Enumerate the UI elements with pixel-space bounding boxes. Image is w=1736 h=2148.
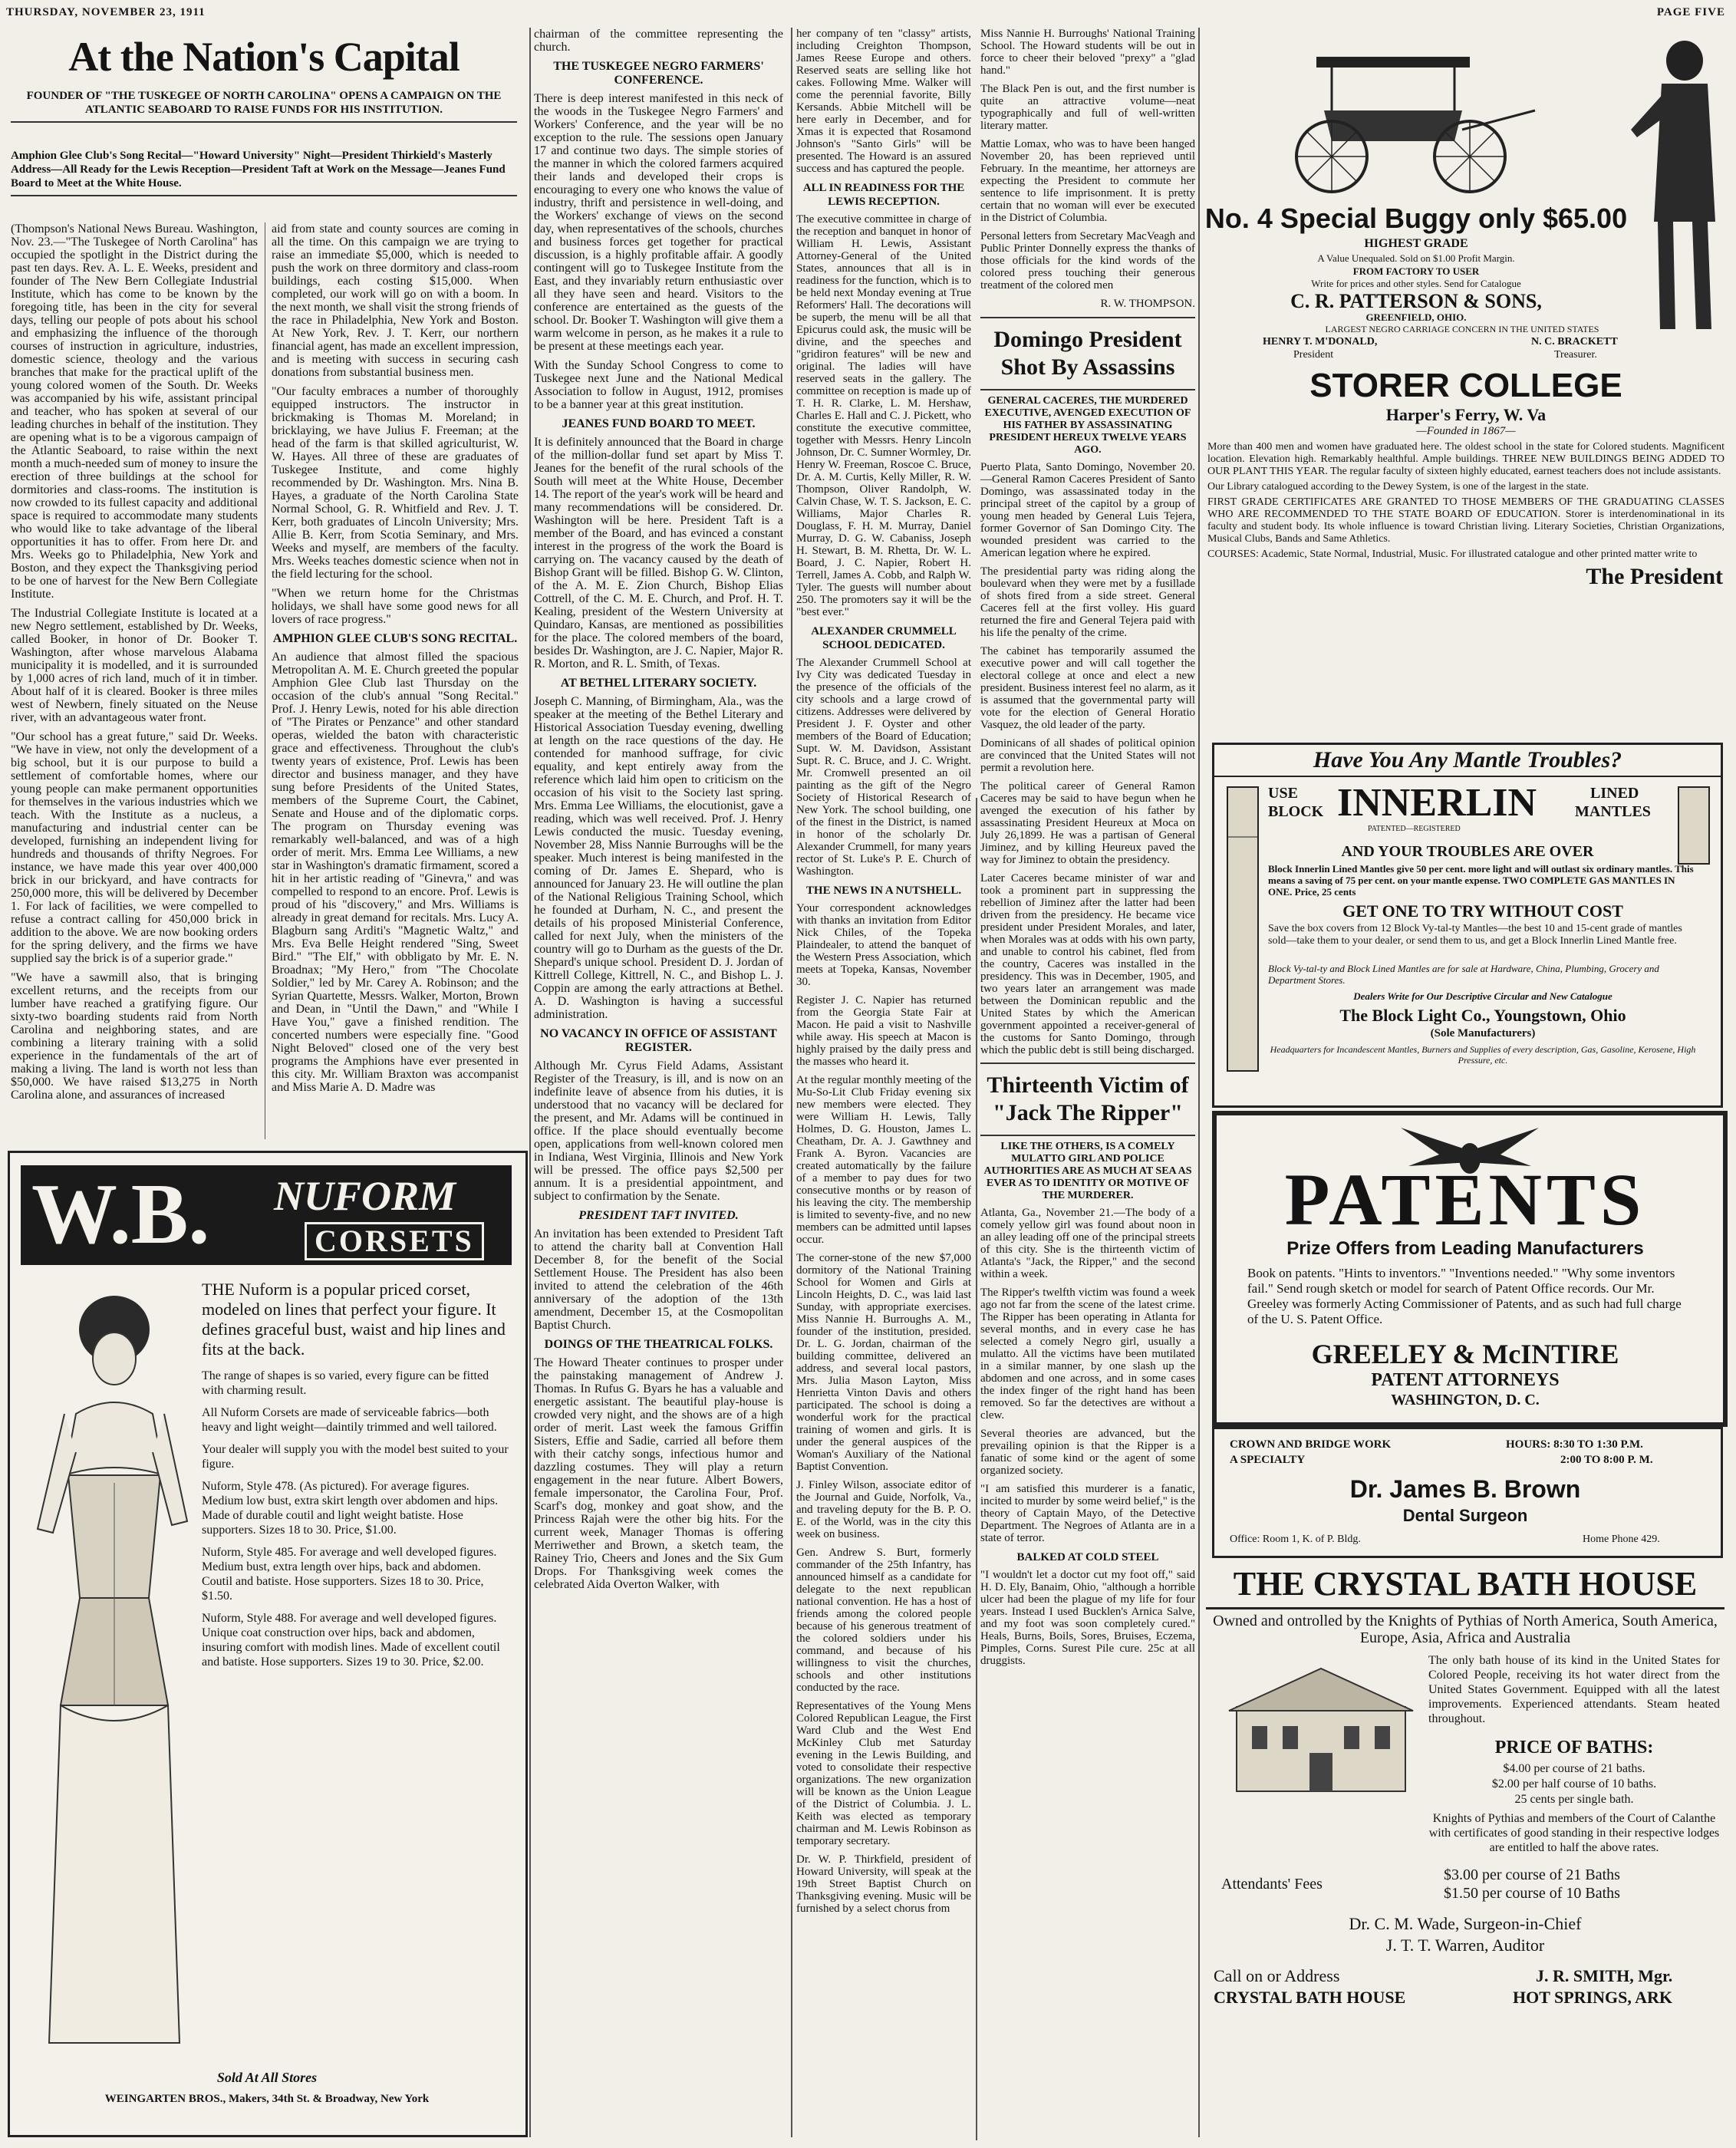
article-paragraph: The executive committee in charge of the reception and banquet in honor of William H. Lewis, Assistant Attorney-General of the United States, announces that all is in readiness for the function, which is to be held next Monday evening at True Reformers' Hall. The decorations will be superb, the menu will be all that Epicurus could ask, the music will be divine, and the speeches and "gridiron features" will be new and original. The ladies will have reserved seats in the gallery. The committee on reception is made up of T. H. R. Clarke, L. M. Hershaw, Charles E. Hall and C. J. Pickett, who constitute the executive committee, together with Messrs. Henry Lincoln Johnson, Dr. C. Sumner Wormley, Dr. Henry W. Freeman, Roscoe C. Bruce, Dr. A. M. Curtis, Kelly Miller, R. W. Thompson, Oliver Randolph, W. Calvin Chase, W. T. S. Jackson, E. C. Williams, Major Charles R. Douglass, F. H. M. Murray, Daniel Murray, D. G. W. Cabaniss, Joseph H. Stewart, B. M. Rhetta, Dr. W. L. Board, J. C. Napier, Robert H. Terrell, James A. Cobb, and Ralph W. Tyler. The guests will number about 250. The promoters say it will be the "best ever." xyxy=(796,213,971,618)
officer-name: HENRY T. M'DONALD, xyxy=(1263,336,1378,348)
nuform-sold: Sold At All Stores xyxy=(216,2070,318,2085)
man-pointing-illustration xyxy=(1631,38,1727,337)
buggy-illustration xyxy=(1247,41,1539,195)
article-paragraph: J. Finley Wilson, associate editor of the Journal and Guide, Norfolk, Va., and traveling deputy for the B. P. O. E. of the World, was in the city this week on business. xyxy=(796,1479,971,1540)
innerlin-company: The Block Light Co., Youngstown, Ohio xyxy=(1339,1006,1626,1025)
patents-body: Book on patents. "Hints to inventors." "Inventions needed." "Why some inventors fail." Send rough sketch or model for search of Patent Office records. Our Mr. Greeley was formerly Acting Commissioner of Patents, and as such had full charge of the U. S. Patent Office. xyxy=(1247,1266,1682,1326)
brand-corsets: CORSETS xyxy=(305,1222,484,1260)
storer-text: Our Library catalogued according to the Dewey System, is one of the largest in the state. xyxy=(1207,481,1589,493)
dentist-ad xyxy=(1212,1427,1723,1558)
article-paragraph: Several theories are advanced, but the prevailing opinion is that the Ripper is a fanatic of some kind or the agent of some organized society. xyxy=(980,1428,1195,1477)
brand-wb: W.B. xyxy=(31,1167,210,1262)
column-5 xyxy=(980,28,1195,2137)
deck-founder: FOUNDER OF "THE TUSKEGEE OF NORTH CAROLINA" OPENS A CAMPAIGN ON THE ATLANTIC SEABOARD TO RAISE FUNDS FOR HIS INSTITUTION. xyxy=(26,90,502,116)
nuform-banner xyxy=(21,1165,512,1265)
storer-place: Harper's Ferry, W. Va xyxy=(1385,405,1547,424)
article-paragraph: Personal letters from Secretary MacVeagh and Public Printer Donnelly express the thanks of those officials for the kind words of the colored press touching their generous treatment of the colored men xyxy=(980,230,1195,292)
crystal-price-heading: PRICE OF BATHS: xyxy=(1494,1738,1654,1758)
innerlin-text: Dealers Write for Our Descriptive Circular and New Catalogue xyxy=(1353,990,1612,1002)
divider xyxy=(980,1135,1195,1136)
subhead-theatrical: DOINGS OF THE THEATRICAL FOLKS. xyxy=(544,1338,773,1351)
page-number: PAGE FIVE xyxy=(1656,6,1725,18)
article-paragraph: "Our faculty embraces a number of thoroughly equipped instructors. The instructor in brickmaking is Thomas M. Moreland; in bricklaying, we have Julius F. Freeman; at the head of the farm is that skilled agriculturist, W. W. Hayes. All three of these are graduates of Tuskegee Institute, and come highly recommended by Dr. Washington. Mrs. Nina B. Hayes, a graduate of the North Carolina State Normal School, G. R. Whitfield and Rev. J. T. Kerr, both graduates of Lincoln University; Mrs. Allie B. Kerr, from Scotia Seminary, and Mrs. Weeks and myself, are members of the faculty. Mrs. Weeks teaches domestic science when not in the field lecturing for the school. xyxy=(272,385,519,581)
deck-amphion: Amphion Glee Club's Song Recital—"Howard University" Night—President Thirkield's Masterly Address—All Ready for the Lewis Reception—President Taft at Work on the Message—Jeanes Fund Board to Meet at the White House. xyxy=(11,150,506,189)
column-rule xyxy=(976,798,977,2140)
subhead-cold-steel: BALKED AT COLD STEEL xyxy=(1016,1551,1159,1563)
crystal-fee: $3.00 per course of 21 Baths xyxy=(1444,1866,1620,1883)
nuform-text: The range of shapes is so varied, every figure can be fitted with charming result. xyxy=(202,1369,489,1397)
article-paragraph: The corner-stone of the new $7,000 dormitory of the National Training School for Women and Girls at Lincoln Heights, D. C., was laid last Sunday, with appropriate exercises. Miss Nannie H. Burroughs A. M., founder of the institution, presided. Dr. L. G. Jordan, chairman of the building committee, delivered an address, and several local pastors, Mrs. Julia Mason Layton, Miss Henrietta Vinton Davis and others participated. The school is doing a wonderful work for the practical training of women and girls. It is under the general auspices of the Woman's Auxiliary of the National Baptist Convention. xyxy=(796,1252,971,1473)
dentist-office: Office: Room 1, K. of P. Bldg. xyxy=(1230,1534,1361,1545)
article-paragraph: The political career of General Ramon Caceres may be said to have begun when he avenged the execution of his father by assassinating President Heureux at Moca on July 26,1899. He was a partisan of General Jiminez, and by killing Heureux paved the way for Jiminez to obtain the presidency. xyxy=(980,780,1195,866)
crystal-price: $2.00 per half course of 10 baths. xyxy=(1491,1777,1657,1791)
subhead-bethel: AT BETHEL LITERARY SOCIETY. xyxy=(560,677,757,690)
crystal-title: THE CRYSTAL BATH HOUSE xyxy=(1206,1561,1724,1609)
column-rule xyxy=(791,28,792,2137)
innerlin-text: Block Innerlin Lined Mantles give 50 per cent. more light and will outlast six ordinary mantles. This means a saving of 75 per cent. on your mantle expense. TWO COMPLETE GAS MANTLES IN ONE. Price, 25 cents xyxy=(1268,863,1694,898)
crystal-owned: Owned and ontrolled by the Knights of Pythias of North America, South America, Europe, Asia, Africa and Australia xyxy=(1213,1613,1718,1646)
dentist-phone: Home Phone 429. xyxy=(1583,1534,1660,1545)
subhead-nutshell: THE NEWS IN A NUTSHELL. xyxy=(805,885,962,897)
storer-sig: The President xyxy=(1586,564,1723,589)
nuform-style-488: Nuform, Style 488. For average and well developed figures. Unique coat construction over hips, back and abdomen, insuring comfort with modish lines. Made of excellent coutil and batiste. Hose supporters. Sizes 19 to 30. Price, $2.00. xyxy=(202,1612,500,1669)
subhead-lewis: ALL IN READINESS FOR THE LEWIS RECEPTION. xyxy=(802,182,965,208)
column-1-body xyxy=(11,222,258,1143)
column-rule xyxy=(1198,28,1200,2137)
crystal-bath-ad xyxy=(1206,1561,1724,2140)
crystal-text: Knights of Pythias and members of the Court of Calanthe with certificates of good standing in their respective lodges are entitled to half the above rates. xyxy=(1428,1812,1720,1854)
buggy-line: Write for prices and other styles. Send for Catalogue xyxy=(1311,278,1521,289)
article-paragraph: Register J. C. Napier has returned from the Georgia State Fair at Macon. He paid a visit to Nashville while away. His speech at Macon is highly praised by the daily press and the masses who heard it. xyxy=(796,994,971,1068)
innerlin-patented: PATENTED—REGISTERED xyxy=(1368,825,1461,833)
officer-title: Treasurer. xyxy=(1554,349,1597,361)
deck-domingo: GENERAL CACERES, THE MURDERED EXECUTIVE, AVENGED EXECUTION OF HIS FATHER BY ASSASSINATING PRESIDENT HEREUX TWELVE YEARS AGO. xyxy=(984,395,1191,456)
innerlin-use: USE xyxy=(1268,785,1298,802)
innerlin-lined: LINED xyxy=(1590,785,1639,802)
crystal-manager: J. R. SMITH, Mgr. xyxy=(1536,1966,1673,1985)
innerlin-mantles: MANTLES xyxy=(1575,803,1651,820)
patents-title: PATENTS xyxy=(1284,1158,1646,1240)
article-paragraph: Although Mr. Cyrus Field Adams, Assistant Register of the Treasury, is ill, and is now on an indefinite leave of absence from his duties, it is understood that no vacancy will be declared for the present, and Mr. Adams will be continued in office. If the place should eventually become open, applications from well-known colored men in Indiana, West Virginia, Illinois and New York will be pressed. The office pays $2,500 per annum. It is a presidential appointment, and subject to confirmation by the Senate. xyxy=(534,1059,783,1203)
column-rule xyxy=(529,28,531,2137)
article-paragraph: There is deep interest manifested in this neck of the woods in the Tuskegee Negro Farmers' and Workers' Conference, and the year will be no exception to the rule. The sessions open January 17 and continue two days. The simple stories of the manner in which the colored farmers acquired their lands and developed their crops is encouraging to every one who knows the value of industry, thrift and persistence in well-doing, and the Workers' exchange of views on the second day, when representatives of the schools, churches and business forces get together for practical discussion, is a highly profitable affair. A goodly contingent will go to Tuskegee Institute from the East, and they invariably return enthusiastic over all they have seen and heard. Visitors to the conference are entertained as the guests of the school. Dr. Booker T. Washington will give them a warm welcome in person, as he makes it a rule to be present at these meetings each year. xyxy=(534,92,783,353)
dentist-name: Dr. James B. Brown xyxy=(1349,1475,1581,1503)
dentist-hours: HOURS: 8:30 TO 1:30 P.M. xyxy=(1506,1438,1643,1451)
article-paragraph: Atlanta, Ga., November 21.—The body of a comely yellow girl was found about noon in an alley leading off one of the principal streets of this city. She is the thirteenth victim of Atlanta's "Jack, the Ripper," and the second within a week. xyxy=(980,1207,1195,1280)
article-paragraph: An invitation has been extended to President Taft to attend the charity ball at Convention Hall December 8, for the benefit of the Social Settlement House. The President has also been invited to attend the celebration of the 46th anniversary of the adoption of the 13th amendment, December 15, at the Cosmopolitan Baptist Church. xyxy=(534,1227,783,1332)
deck-ripper: LIKE THE OTHERS, IS A COMELY MULATTO GIRL AND POLICE AUTHORITIES ARE AS MUCH AT SEA AS EVER AS TO IDENTITY OR MOTIVE OF THE MURDERER. xyxy=(983,1141,1192,1201)
nuform-style-485: Nuform, Style 485. For average and well developed figures. Medium bust, extra length over hips, back and abdomen. Coutil and batiste. Hose supporters. Sizes 18 to 30. Price, $1.50. xyxy=(202,1546,497,1603)
nuform-maker: WEINGARTEN BROS., Makers, 34th St. & Broadway, New York xyxy=(104,2093,430,2105)
innerlin-sole: (Sole Manufacturers) xyxy=(1430,1027,1536,1039)
article-paragraph: The Howard Theater continues to prosper under the painstaking management of Andrew J. Thomas. In Rufus G. Byars he has a valuable and energetic assistant. The beautiful play-house is crowded very night, and the shows are of a high order of merit. Last week the famous Griffin Sisters, Effie and Sadie, carried all before them with their catchy songs, infectious humor and dazzling costumes. They will play a return engagement in the near future. Albert Bowers, female impersonator, the Carolina Four, Prof. Scarf's dog, monkey and goat show, and the Princess Rajah were the other big hits. For the current week, Manager Thomas is offering Merriwether and Brown, a sketch team, the Rainey Trio, Cheers and Jones and the Six Gum Drops. For Thanksgiving week comes the celebrated Aida Overton Walker, with xyxy=(534,1356,783,1591)
crystal-city: HOT SPRINGS, ARK xyxy=(1513,1988,1673,2007)
article-paragraph: The presidential party was riding along the boulevard when they were met by a fusillade of shots fired from a side street. General Caceres fell at the first volley. His guard returned the fire and General Tejera paid with his life the penalty of the crime. xyxy=(980,565,1195,639)
dentist-specialty: CROWN AND BRIDGE WORK xyxy=(1230,1438,1392,1451)
officer-title: President xyxy=(1293,349,1334,361)
buggy-grade: HIGHEST GRADE xyxy=(1364,237,1468,250)
innerlin-over: AND YOUR TROUBLES ARE OVER xyxy=(1341,843,1594,860)
subhead-taft: PRESIDENT TAFT INVITED. xyxy=(578,1209,739,1222)
crystal-call: Call on or Address xyxy=(1214,1966,1340,1985)
column-3 xyxy=(534,28,783,2137)
patents-sub: Prize Offers from Leading Manufacturers xyxy=(1286,1238,1644,1259)
article-paragraph: chairman of the committee representing the church. xyxy=(534,28,783,54)
article-paragraph: Mattie Lomax, who was to have been hanged November 20, has been reprieved until February. In the meantime, her attorneys are expecting the President to commute her sentence to life imprisonment. It is pretty certain that no woman will ever be executed in the District of Columbia. xyxy=(980,138,1195,224)
article-paragraph: Representatives of the Young Mens Colored Republican League, the First Ward Club and the West End McKinley Club met Saturday evening in the Lewis Building, and voted to consolidate their respective organizations. The new organization will be known as the Union League of the District of Columbia. J. L. Keith was elected as temporary chairman and M. Lewis Robinson as temporary secretary. xyxy=(796,1700,971,1847)
officer-name: N. C. BRACKETT xyxy=(1531,336,1618,348)
article-paragraph: her company of ten "classy" artists, including Creighton Thompson, James Reese Europe and others. Reserved seats are selling like hot cakes. Following Mme. Walker will come the perennial favorite, Billy Kersands. Abbie Mitchell will be here early in December, and for Xmas it is expected that Rosamond Johnson's "Santo Girls" will be presented. The Howard is an assured success and has captured the people. xyxy=(796,28,971,175)
subhead-crummell: ALEXANDER CRUMMELL SCHOOL DEDICATED. xyxy=(811,625,957,651)
subhead-amphion: AMPHION GLEE CLUB'S SONG RECITAL. xyxy=(272,632,518,645)
storer-college-ad xyxy=(1201,367,1731,735)
article-paragraph: Gen. Andrew S. Burt, formerly commander of the 25th Infantry, has announced himself as a candidate for delegate to the next republican national convention. He has a host of friends among the colored people because of his generous treatment of the colored soldiers under his command, and because of his willingness to visit the churches, schools and other institutions conducted by the race. xyxy=(796,1547,971,1694)
crystal-fee: $1.50 per course of 10 Baths xyxy=(1444,1885,1620,1902)
buggy-line: FROM FACTORY TO USER xyxy=(1352,265,1480,277)
dentist-specialty: A SPECIALTY xyxy=(1230,1454,1306,1466)
article-paragraph: The Industrial Collegiate Institute is located at a new Negro settlement, established by Dr. Weeks, called Booker, in honor of Dr. Booker T. Washington, after whose marvelous Alabama municipality it is modelled, and it is surrounded by 1,000 acres of rich land, much of it in timber. About half of it is cleared. Booker is three miles west of Newbern, finely situated on the Neuse river, with an advantageous water front. xyxy=(11,607,258,724)
innerlin-text: Block Vy-tal-ty and Block Lined Mantles are for sale at Hardware, China, Plumbing, Grocery and Department Stores. xyxy=(1268,963,1659,986)
column-2-body xyxy=(272,222,519,1143)
innerlin-try: GET ONE TO TRY WITHOUT COST xyxy=(1342,901,1623,921)
divider xyxy=(980,1062,1195,1064)
crystal-surgeon: Dr. C. M. Wade, Surgeon-in-Chief xyxy=(1349,1914,1582,1933)
buggy-largest: LARGEST NEGRO CARRIAGE CONCERN IN THE UNITED STATES xyxy=(1325,324,1599,334)
article-paragraph: The Black Pen is out, and the first number is quite an attractive volume—neat typographically and full of well-written literary matter. xyxy=(980,83,1195,132)
headline-domingo: Domingo President Shot By Assassins xyxy=(993,327,1182,380)
nuform-copy xyxy=(202,1280,509,1677)
innerlin-text: Save the box covers from 12 Block Vy-tal-ty Mantles—the best 10 and 15-cent grade of mantles sold—take them to your dealer, or send them to us, and get a Block Innerlin Lined Mantle free. xyxy=(1268,923,1682,947)
nuform-lead: THE Nuform is a popular priced corset, modeled on lines that perfect your figure. It defines graceful bust, waist and hip lines and fits at the back. xyxy=(202,1280,506,1359)
article-paragraph: The Alexander Crummell School at Ivy City was dedicated Tuesday in the presence of the officials of the city schools and a large crowd of citizens. Addresses were delivered by President J. F. Oyster and other members of the Board of Education; Supt. W. M. Davidson, Assistant Supt. R. C. Bruce, and J. C. Wright. Mr. Cromwell presented an oil painting as the gift of the Negro Society of Historical Research of New York. The school building, one of the finest in the District, is named in honor of the scholarly Dr. Alexander Crummell, for many years rector of St. Luke's P. E. Church of Washington. xyxy=(796,657,971,878)
article-paragraph: It is definitely announced that the Board in charge of the million-dollar fund set apart by Miss T. Jeanes for the benefit of the rural schools of the South will meet at the White House, December 14. The report of the year's work will be heard and many recommendations will be considered. Dr. Washington will be here. President Taft is a member of the Board, and has evinced a constant interest in the progress of the work the Board is carrying on. The vacancy caused by the death of Bishop Grant will be filled. Bishop G. W. Clinton, of the A. M. E. Zion Church, Bishop Elias Cottrell, of the C. M. E. Church, and Prof. H. T. Kealing, president of the Western University at Quindaro, Kansas, are mentioned as possibilities for the place. The colored members of the board, besides Dr. Washington, are J. C. Napier, Major R. R. Morton, and R. L. Smith, of Texas. xyxy=(534,436,783,670)
article-paragraph: The Ripper's twelfth victim was found a week ago not far from the scene of the latest crime. The Ripper has been operating in Atlanta for several months, and in every case he has selected a comely Negro girl, usually a mulatto. All the victims have been mutilated in a similar manner, by one slash up the abdomen and one across, and in some cases the index finger of the right hand has been removed. So far the detectives are without a clew. xyxy=(980,1286,1195,1422)
nuform-corset-ad xyxy=(8,1151,528,2137)
article-paragraph: Joseph C. Manning, of Birmingham, Ala., was the speaker at the meeting of the Bethel Literary and Historical Association Tuesday evening, dwelling at length on the race questions of the day. He contended for manhood suffrage, for civic equality, and kept entirely away from the reference which laid him open to criticism on the occasion of his visit to the Society last spring. Mrs. Emma Lee Williams, the elocutionist, gave a reading, which was well received. Prof. J. Henry Lewis conducted the music. Tuesday evening, November 28, Miss Nannie Burroughs will be the speaker. Much interest is being manifested in the coming of Dr. James E. Shepard, who is announced for January 23. He will outline the plan of the National Religious Training School, which he founded at Durham, N. C., and present the details of his proposed Ministerial Conference, called for next July, when the ministers of the country will go to Durham as the guests of the Dr. Shepard's unique school. President D. J. Jordan of Kittrell College, Kittrell, N. C., and Bishop L. J. Coppin are among the early attractions at Bethel. A. D. Washington is having a successful administration. xyxy=(534,695,783,1021)
buggy-city: GREENFIELD, OHIO. xyxy=(1365,311,1467,323)
innerlin-question: Have You Any Mantle Troubles? xyxy=(1214,745,1721,777)
storer-title: STORER COLLEGE xyxy=(1309,367,1622,404)
mantle-illustration xyxy=(1675,783,1713,868)
crystal-name: CRYSTAL BATH HOUSE xyxy=(1214,1988,1406,2007)
nuform-text: Your dealer will supply you with the model best suited to your figure. xyxy=(202,1443,509,1471)
innerlin-block: BLOCK xyxy=(1268,803,1324,820)
innerlin-brand xyxy=(1268,782,1667,843)
buggy-company: C. R. PATTERSON & SONS, xyxy=(1290,290,1542,312)
article-paragraph: "I am satisfied this murderer is a fanatic, incited to murder by some weird belief," is the theory of Captain Mayo, of the Detective Department. The Negroes of Atlanta are in a state of terror. xyxy=(980,1483,1195,1544)
crystal-fees-label: Attendants' Fees xyxy=(1221,1876,1323,1893)
article-paragraph: An audience that almost filled the spacious Metropolitan A. M. E. Church greeted the popular Amphion Glee Club last Thursday on the occasion of the club's annual "Song Recital." Prof. J. Henry Lewis, noted for his able direction of "The Pirates or Penzance" and other standard operas, wielded the baton with characteristic grace and effectiveness. Throughout the club's twenty years of existence, Prof. Lewis has been director and business manager, and they have sung before Presidents of the United States, members of the Supreme Court, the Cabinet, Senate and House and of the diplomatic corps. The program on Thursday evening was remarkably well-balanced, and was of a high order of merit. Mrs. Emma Lee Williams, a new star in Washington's dramatic firmament, scored a hit in her artistic reading of "Ginevra," and was compelled to respond to an encore. Prof. Lewis is proud of his "discovery," and Mrs. Williams is already in great demand for recitals. Mrs. Lucy A. Blagburn sang Arditi's "Magnetic Waltz," and Mrs. Eva Belle Height rendered "Sing, Sweet Bird." "The Elf," with obbligato by Mr. E. N. Broadnax; "My Hero," from "The Chocolate Soldier," led by Mr. Carey A. Robinson; and the Syrian Quartette, Messrs. Walker, Morton, Brown and Dean, in "Until the Dawn," and "While I Have You," gave a finished rendition. The concerted numbers were especially fine. "Good Night Beloved" closed one of the very best programs the Amphions have ever presented in this city. Mr. William Braxton was accompanist and Miss Marie A. D. Madre was xyxy=(272,651,519,1094)
article-paragraph: "We have a sawmill also, that is bringing excellent returns, and the receipts from our lumber have reached a gratifying figure. Our sixty-two boarding students raid from North Carolina and neighboring states, and are combining a literary training with a solid experience in the fundamentals of the art of making a living. The land is worth not less than $50,000. We have raised $13,275 in North Carolina alone, and assurances of increased xyxy=(11,971,258,1102)
headline-ripper: Thirteenth Victim of "Jack The Ripper" xyxy=(987,1072,1189,1125)
issue-date: THURSDAY, NOVEMBER 23, 1911 xyxy=(6,6,206,18)
article-paragraph: Miss Nannie H. Burroughs' National Training School. The Howard students will be out in force to cheer their beloved "prexy" a "glad hand." xyxy=(980,28,1195,77)
article-paragraph: Your correspondent acknowledges with thanks an invitation from Editor Nick Chiles, of the Topeka Plaindealer, to attend the banquet of the Western Press Association, which meets at Topeka, Kansas, November 30. xyxy=(796,902,971,988)
patents-role: PATENT ATTORNEYS xyxy=(1371,1370,1560,1390)
article-paragraph: "I wouldn't let a doctor cut my foot off," said H. D. Ely, Banaim, Ohio, "although a horrible ulcer had been the plague of my life for four years. Instead I used Bucklen's Arnica Salve, and my foot was soon completely cured." Heals, Burns, Boils, Sores, Bruises, Eczema, Pimples, Corns. Surest Pile cure. 25c at all druggists. xyxy=(980,1569,1195,1667)
buggy-line: A Value Unequaled. Sold on $1.00 Profit Margin. xyxy=(1317,252,1515,264)
article-paragraph: The cabinet has temporarily assumed the executive power and will call together the electoral college at once and elect a new president. Business interest feel no alarm, as it is assumed that the governmental party will vote for the election of General Horatio Vasquez, the old leader of the party. xyxy=(980,645,1195,731)
storer-text: FIRST GRADE CERTIFICATES ARE GRANTED TO THOSE MEMBERS OF THE GRADUATING CLASSES WHO ARE RECOMMENDED TO THE STATE BOARD OF EDUCATION. Storer is interdenominational in its faculty and student body. Its whole influence is toward Christian living. Literary Societies, Christian Organizations, Musical Clubs, Bands and Same Athletics. xyxy=(1207,496,1724,545)
innerlin-mantle-ad xyxy=(1212,743,1723,1108)
divider xyxy=(980,317,1195,318)
patents-firm: GREELEY & McINTIRE xyxy=(1311,1339,1619,1369)
article-paragraph: "When we return home for the Christmas holidays, we shall have some good news for all lovers of race progress." xyxy=(272,587,519,626)
nuform-style-478: Nuform, Style 478. (As pictured). For average figures. Medium low bust, extra skirt length over abdomen and hips. Made of durable coutil and light weight batiste. Hose supporters. Sizes 18 to 30. Price, $1.00. xyxy=(202,1480,499,1537)
buggy-title: No. 4 Special Buggy only $65.00 xyxy=(1204,203,1628,234)
byline: R. W. THOMPSON. xyxy=(1100,298,1195,310)
article-paragraph: Puerto Plata, Santo Domingo, November 20.—General Ramon Caceres President of Santo Domingo, was assassinated today in the principal street of the capitol by a group of young men headed by General Luis Tejera, former Governor of San Domingo City. The wounded president was carried to the American legation where he expired. xyxy=(980,461,1195,559)
article-paragraph: "Our school has a great future," said Dr. Weeks. "We have in view, not only the development of a big school, but it is our purpose to build a settlement of comfortable homes, where our young people can make permanent opportunities for themselves in the various industries which we teach. With the Institute as a nucleus, a manufacturing and industrial center can be developed, furnishing an independent living for hundreds and thousands of thrifty Negroes. For instance, we have made this year over 400,000 brick in our brickyard, and have contracts for 250,000 more, this will be delivered by December 1. For lack of facilities, we were compelled to refuse a contract calling for 450,000 brick in addition to the above. We are now booking orders for the spring delivery, and the firms we have supplied say the brick is of a superior grade." xyxy=(11,730,258,965)
crystal-price: 25 cents per single bath. xyxy=(1514,1793,1634,1806)
patterson-buggy-ad xyxy=(1201,34,1731,337)
crystal-text: The only bath house of its kind in the United States for Colored People, receiving its hot water direct from the United States Government. Equipped with all the latest improvements. Experienced attendants. Steam heated throughout. xyxy=(1428,1654,1720,1725)
article-paragraph: Dr. W. P. Thirkfield, president of Howard University, will speak at the 19th Street Baptist Church on Thanksgiving evening. Music will be furnished by a select chorus from xyxy=(796,1853,971,1915)
storer-text: COURSES: Academic, State Normal, Industrial, Music. For illustrated catalogue and other printed matter write to xyxy=(1207,549,1698,560)
page-header xyxy=(0,3,1736,23)
article-paragraph: With the Sunday School Congress to come to Tuskegee next June and the National Medical Association to follow in August, 1912, promises to be a banner year at this great institution. xyxy=(534,359,783,411)
bathhouse-illustration xyxy=(1221,1653,1421,1807)
innerlin-name: INNERLIN xyxy=(1337,781,1537,825)
crystal-auditor: J. T. T. Warren, Auditor xyxy=(1385,1936,1545,1955)
article-paragraph: (Thompson's National News Bureau. Washington, Nov. 23.—"The Tuskegee of North Carolina" has occupied the spotlight in the District during the past ten days. Rev. A. L. E. Weeks, president and founder of The New Bern Collegiate Industrial Institute, which has come to be known by the foregoing title, has been in the city for several days, telling our people of pots about his school and emphasizing the influence of the thorough courses of instruction in agriculture, industries, domestic science, theology and the various branches that make for the practical uplift of the young colored women of the South. Dr. Weeks was accompanied by his wife, assistant principal and teacher, who has spoken at several of our leading churches in behalf of the institution. They are opening what is to be a vigorous campaign of the Atlantic Seaboard, to raise within the next month a much-needed sum of money to insure the erection of three buildings at the school for dormitories and class-rooms. The institution is now crowded to its fullest capacity and additional space is required to accommodate many students who would like to take advantage of the liberal opportunities it has to offer. From here Dr. and Mrs. Weeks go to Philadelphia, New York and Boston, and they expect the Thanksgiving period to be one of harvest for the New Bern Collegiate Institute. xyxy=(11,222,258,601)
deck-area xyxy=(11,84,517,146)
subhead-jeanes: JEANES FUND BOARD TO MEET. xyxy=(562,417,756,430)
crystal-price: $4.00 per course of 21 baths. xyxy=(1503,1762,1645,1775)
subhead-no-vacancy: NO VACANCY IN OFFICE OF ASSISTANT REGISTER. xyxy=(540,1027,777,1054)
deck-area-2 xyxy=(11,144,517,217)
divider xyxy=(980,389,1195,390)
column-4-body xyxy=(796,28,971,2137)
brand-nuform: NUFORM xyxy=(274,1173,456,1219)
headline-nations-capital: At the Nation's Capital xyxy=(68,34,460,80)
corset-woman-illustration xyxy=(22,1276,199,2058)
buggy-officers xyxy=(1201,336,1731,367)
storer-text: More than 400 men and women have graduated here. The oldest school in the state for Colored students. Magnificent location. Elevation high. Remarkably healthful. Ample buildings. THREE NEW BUILDINGS BEING ADDED TO OUR PLANT THIS YEAR. The regular faculty of sixteen highly educated, earnest teachers does not include assistants. xyxy=(1207,441,1724,477)
divider xyxy=(11,121,517,123)
article-paragraph: At the regular monthly meeting of the Mu-So-Lit Club Friday evening six new members were elected. They were William H. Lewis, Tally Holmes, D. G. Houston, James L. Cheatham, Dr. A. J. Gawthney and Frank A. Byron. Vacancies are created automatically by the failure of a member to pay dues for two consecutive months or by reason of his leaving the city. The membership is limited to seventy-five, and no new members can be admitted until lapses occur. xyxy=(796,1074,971,1246)
nuform-text: All Nuform Corsets are made of serviceable fabrics—both heavy and light weight—daintily trimmed and well tailored. xyxy=(202,1406,497,1434)
divider xyxy=(11,195,517,196)
dentist-title: Dental Surgeon xyxy=(1402,1506,1528,1525)
subhead-farmers: THE TUSKEGEE NEGRO FARMERS' CONFERENCE. xyxy=(553,60,764,87)
mantle-box-illustration xyxy=(1224,783,1262,1075)
patents-city: WASHINGTON, D. C. xyxy=(1391,1392,1540,1408)
patents-ad xyxy=(1212,1111,1728,1427)
innerlin-hq: Headquarters for Incandescent Mantles, Burners and Supplies of every description, Gas, Gasoline, Kerosene, High Pressure, etc. xyxy=(1270,1044,1696,1066)
article-paragraph: aid from state and county sources are coming in all the time. On this campaign we are trying to raise an immediate $5,000, which is needed to push the work on three dormitory and class-room buildings, each costing $15,000. When completed, our work will go on with a boom. In the next month, we shall visit the strong friends of the race in Philadelphia, New York and Boston. At New York, Rev. J. T. Kerr, our northern financial agent, has made an excellent impression, and is meeting with success in securing cash donations from substantial business men. xyxy=(272,222,519,379)
dentist-hours: 2:00 TO 8:00 P. M. xyxy=(1560,1454,1653,1466)
storer-founded: —Founded in 1867— xyxy=(1416,425,1516,437)
article-paragraph: Later Caceres became minister of war and took a prominent part in suppressing the rebellion of Jiminez after the latter had been driven from the presidency. He became vice president under President Morales, and later, when Morales was at odds with his own party, and unable to control his cabinet, fled from the country, Caceres was installed in the presidency. This was in December, 1905, and two years later an arrangement was made between the Dominican republic and the United States by which the American government appointed a receiver-general of the customs for Santo Domingo, through which the public debt is still being discharged. xyxy=(980,872,1195,1056)
article-paragraph: Dominicans of all shades of political opinion are convinced that the United States will not permit a revolution here. xyxy=(980,737,1195,774)
